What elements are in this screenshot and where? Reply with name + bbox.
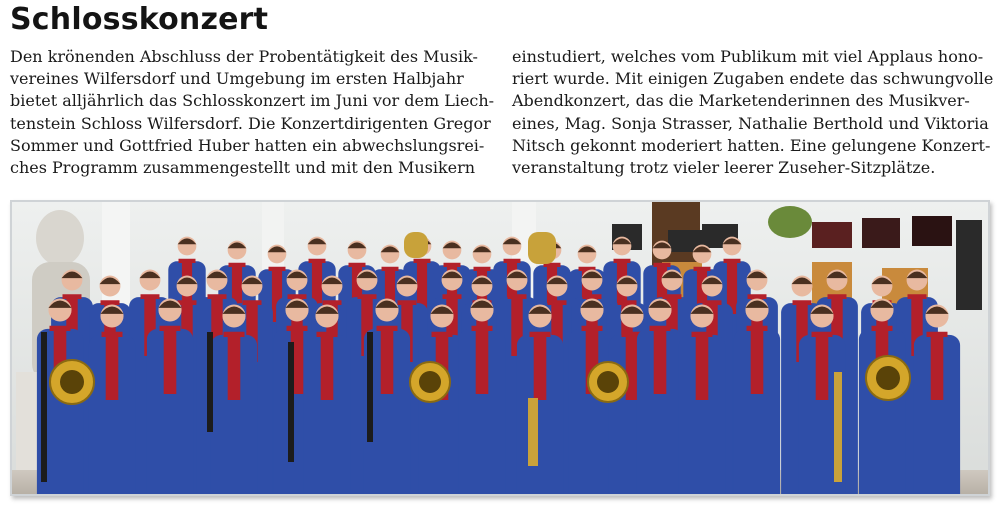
text-line: Sommer und Gottfried Huber hatten ein abwechslungsrei- xyxy=(10,135,485,155)
text-line: veranstaltung trotz vieler leerer Zuseher-Sitzplätze. xyxy=(512,158,936,178)
photo-illustration xyxy=(12,202,988,494)
text-line: ches Programm zusammengestellt und mit den Musikern xyxy=(10,158,476,178)
text-line: tenstein Schloss Wilfersdorf. Die Konzertdirigenten Gregor xyxy=(10,113,491,133)
text-line: Nitsch gekonnt moderiert hatten. Eine gelungene Konzert- xyxy=(512,135,991,155)
article-column-left xyxy=(10,46,495,179)
text-line: Den krönenden Abschluss der Probentätigkeit des Musik- xyxy=(10,47,478,66)
text-line: vereines Wilfersdorf und Umgebung im ersten Halbjahr xyxy=(10,69,464,89)
text-line: bietet alljährlich das Schlosskonzert im Juni vor dem Liech- xyxy=(10,91,495,111)
text-line: riert wurde. Mit einigen Zugaben endete das schwungvolle xyxy=(512,69,994,89)
text-line: einstudiert, welches vom Publikum mit viel Applaus hono- xyxy=(512,47,984,66)
article-column-right xyxy=(512,46,992,179)
text-line: eines, Mag. Sonja Strasser, Nathalie Berthold und Viktoria xyxy=(512,113,989,133)
text-line: Abendkonzert, das die Marketenderinnen des Musikver- xyxy=(512,91,970,111)
band-group-photo xyxy=(10,200,990,496)
article-title: Schlosskonzert xyxy=(10,2,269,37)
